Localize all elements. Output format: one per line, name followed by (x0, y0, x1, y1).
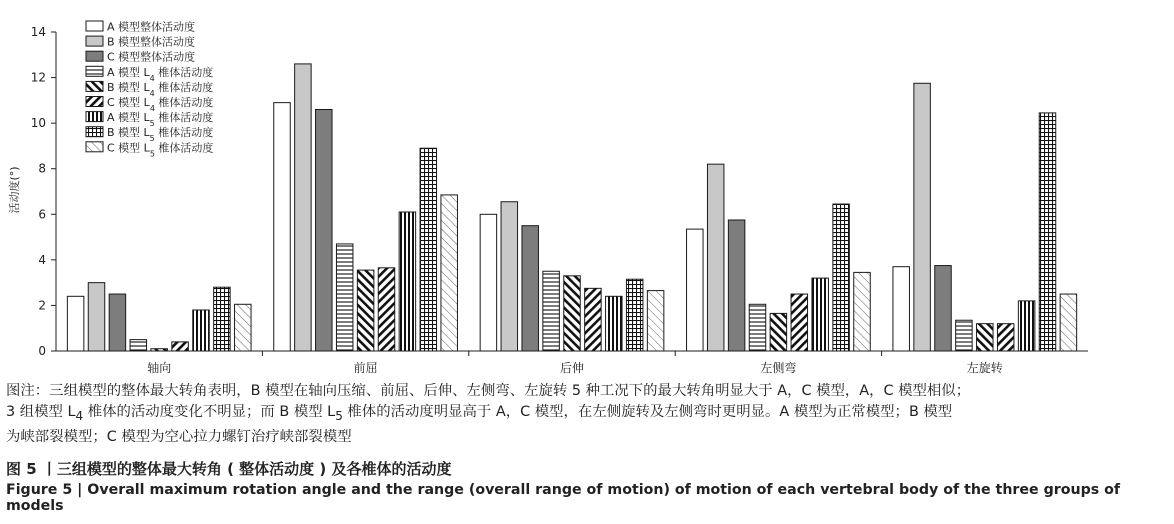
bar (914, 83, 931, 351)
note-line-1: 图注：三组模型的整体最大转角表明，B 模型在轴向压缩、前屈、后伸、左侧弯、左旋转 5 种工况下的最大转角明显大于 A，C 模型，A，C 模型相似； (6, 383, 971, 399)
bar (316, 109, 333, 351)
bar (336, 244, 353, 351)
y-tick-label: 4 (38, 252, 46, 267)
y-tick-label: 6 (38, 207, 46, 222)
bar (441, 195, 458, 351)
bars (67, 64, 1076, 351)
bar (977, 324, 994, 351)
x-category-label: 轴向 (147, 361, 172, 375)
legend-swatch (86, 66, 103, 76)
bar (522, 226, 539, 351)
bar (728, 220, 745, 351)
bar (1039, 113, 1056, 351)
bar (88, 283, 105, 351)
bar (647, 291, 664, 351)
legend-label: B 模型整体活动度 (107, 35, 196, 49)
legend-label: C 模型 $L_4$ 椎体活动度 (107, 96, 214, 113)
legend-swatch (86, 51, 103, 61)
bar (480, 214, 497, 351)
bar (997, 324, 1014, 351)
legend-swatch (86, 142, 103, 152)
bar (1018, 301, 1035, 351)
legend-label: C 模型 $L_5$ 椎体活动度 (107, 141, 214, 158)
x-category-label: 左旋转 (966, 361, 1003, 375)
legend-label: A 模型 $L_4$ 椎体活动度 (107, 65, 214, 83)
bar (193, 310, 210, 351)
bar (378, 268, 395, 351)
y-tick-label: 8 (38, 161, 46, 176)
figure-note (6, 381, 1168, 448)
x-category-label: 后伸 (559, 361, 585, 375)
bar (854, 272, 871, 351)
y-tick-label: 12 (30, 70, 46, 85)
bar (770, 313, 787, 351)
legend-swatch (86, 127, 103, 137)
legend-label: B 模型 $L_5$ 椎体活动度 (107, 126, 214, 143)
bar (172, 342, 189, 351)
bar (707, 164, 724, 351)
legend-swatch (86, 36, 103, 46)
x-category-label: 左侧弯 (760, 361, 797, 375)
bar (749, 304, 766, 351)
bar (935, 266, 952, 351)
bar (687, 229, 704, 351)
bar (585, 288, 602, 351)
y-tick-label: 0 (38, 344, 46, 358)
bar (956, 320, 973, 351)
bar (151, 349, 168, 351)
bar (812, 278, 829, 351)
bar (420, 148, 437, 351)
bar (109, 294, 126, 351)
bar (606, 296, 623, 351)
y-axis-label: 活动度(°) (8, 166, 21, 214)
bar (893, 267, 910, 351)
bar (67, 296, 84, 351)
caption-english: Figure 5 | Overall maximum rotation angle and the range (overall range of motion) of motion of each vertebral body of the three groups of models (6, 482, 1121, 514)
legend-label: B 模型 $L_4$ 椎体活动度 (107, 80, 214, 98)
bar (791, 294, 808, 351)
bar (295, 64, 312, 351)
caption-chinese: 图 5 丨三组模型的整体最大转角 ( 整体活动度 ) 及各椎体的活动度 (6, 460, 452, 478)
bar (274, 103, 291, 351)
legend-swatch (86, 112, 103, 122)
legend-swatch (86, 97, 103, 107)
bar (543, 271, 560, 351)
legend (86, 20, 213, 158)
bar (1060, 294, 1077, 351)
y-tick-label: 14 (30, 25, 46, 39)
bar (626, 279, 643, 351)
legend-swatch (86, 81, 103, 91)
legend-label: A 模型 $L_5$ 椎体活动度 (107, 111, 214, 128)
y-tick-label: 2 (38, 298, 46, 313)
bar (235, 304, 252, 351)
note-line-3: 为峡部裂模型；C 模型为空心拉力螺钉治疗峡部裂模型 (6, 428, 352, 445)
bar (357, 270, 374, 351)
bar (399, 212, 416, 351)
note-line-2: 3 组模型 $L_4$ 椎体的活动度变化不明显；而 B 模型 $L_5$ 椎体的活动度明显高于 A，C 模型，在左侧旋转及左侧弯时更明显。A 模型为正常模型；B 模型 (6, 404, 953, 423)
y-tick-label: 10 (30, 116, 46, 131)
legend-label: C 模型整体活动度 (107, 50, 196, 64)
legend-swatch (86, 21, 103, 31)
bar (130, 340, 147, 351)
bar (501, 202, 518, 351)
x-category-label: 前屈 (353, 361, 378, 375)
bar (564, 276, 581, 351)
bar (214, 287, 231, 351)
bar (833, 204, 850, 351)
legend-label: A 模型整体活动度 (107, 20, 196, 34)
